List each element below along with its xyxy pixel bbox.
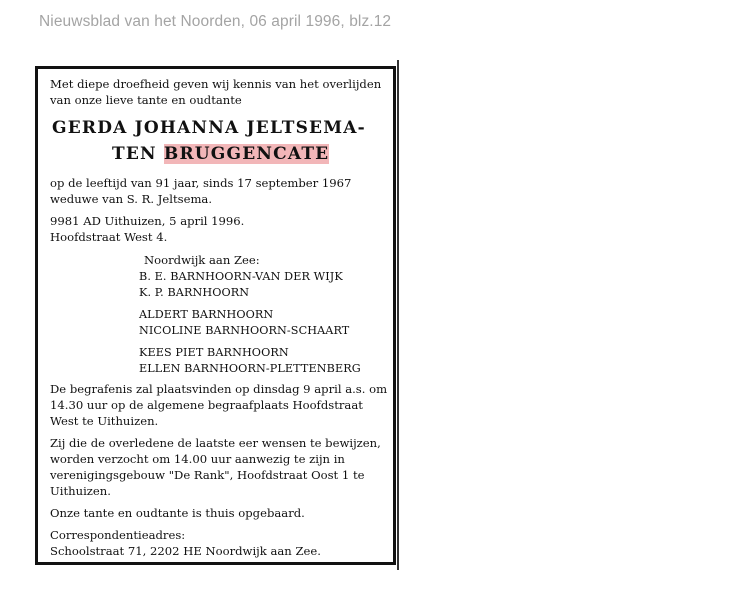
funeral-line-1: De begrafenis zal plaatsvinden op dinsdag 9 april a.s. om bbox=[50, 382, 388, 396]
relative-name: ALDERT BARNHOORN bbox=[139, 308, 274, 321]
correspondence-label: Correspondentieadres: bbox=[50, 528, 186, 542]
condolence-line-3: verenigingsgebouw "De Rank", Hoofdstraat Oost 1 te bbox=[50, 468, 365, 482]
condolence-line-4: Uithuizen. bbox=[50, 484, 111, 498]
home-viewing-line: Onze tante en oudtante is thuis opgebaard. bbox=[50, 506, 305, 520]
deceased-name-line-1: GERDA JOHANNA JELTSEMA- bbox=[52, 118, 366, 138]
column-divider bbox=[397, 60, 399, 570]
deceased-name-line-2 bbox=[112, 144, 329, 164]
relatives-place: Noordwijk aan Zee: bbox=[144, 253, 260, 267]
funeral-line-3: West te Uithuizen. bbox=[50, 414, 159, 428]
age-line-2: weduwe van S. R. Jeltsema. bbox=[50, 192, 213, 206]
intro-line-2: van onze lieve tante en oudtante bbox=[50, 93, 242, 107]
home-address: Hoofdstraat West 4. bbox=[50, 230, 168, 244]
funeral-line-2: 14.30 uur op de algemene begraafplaats Hoofdstraat bbox=[50, 398, 363, 412]
source-caption: Nieuwsblad van het Noorden, 06 april 1996, blz.12 bbox=[39, 13, 392, 30]
intro-line-1: Met diepe droefheid geven wij kennis van het overlijden bbox=[50, 77, 382, 91]
condolence-line-1: Zij die de overledene de laatste eer wensen te bewijzen, bbox=[50, 436, 381, 450]
correspondence-address: Schoolstraat 71, 2202 HE Noordwijk aan Zee. bbox=[50, 544, 321, 558]
obituary-notice bbox=[35, 66, 396, 565]
condolence-line-2: worden verzocht om 14.00 uur aanwezig te zijn in bbox=[50, 452, 345, 466]
relative-name: B. E. BARNHOORN-VAN DER WIJK bbox=[139, 270, 343, 283]
relative-name: KEES PIET BARNHOORN bbox=[139, 346, 289, 359]
place-date: 9981 AD Uithuizen, 5 april 1996. bbox=[50, 214, 245, 228]
relative-name: K. P. BARNHOORN bbox=[139, 286, 250, 299]
relative-name: ELLEN BARNHOORN-PLETTENBERG bbox=[139, 362, 361, 375]
age-line-1: op de leeftijd van 91 jaar, sinds 17 september 1967 bbox=[50, 176, 352, 190]
relative-name: NICOLINE BARNHOORN-SCHAART bbox=[139, 324, 350, 337]
highlighted-surname: BRUGGENCATE bbox=[163, 144, 330, 164]
name-prefix: TEN bbox=[112, 144, 164, 164]
